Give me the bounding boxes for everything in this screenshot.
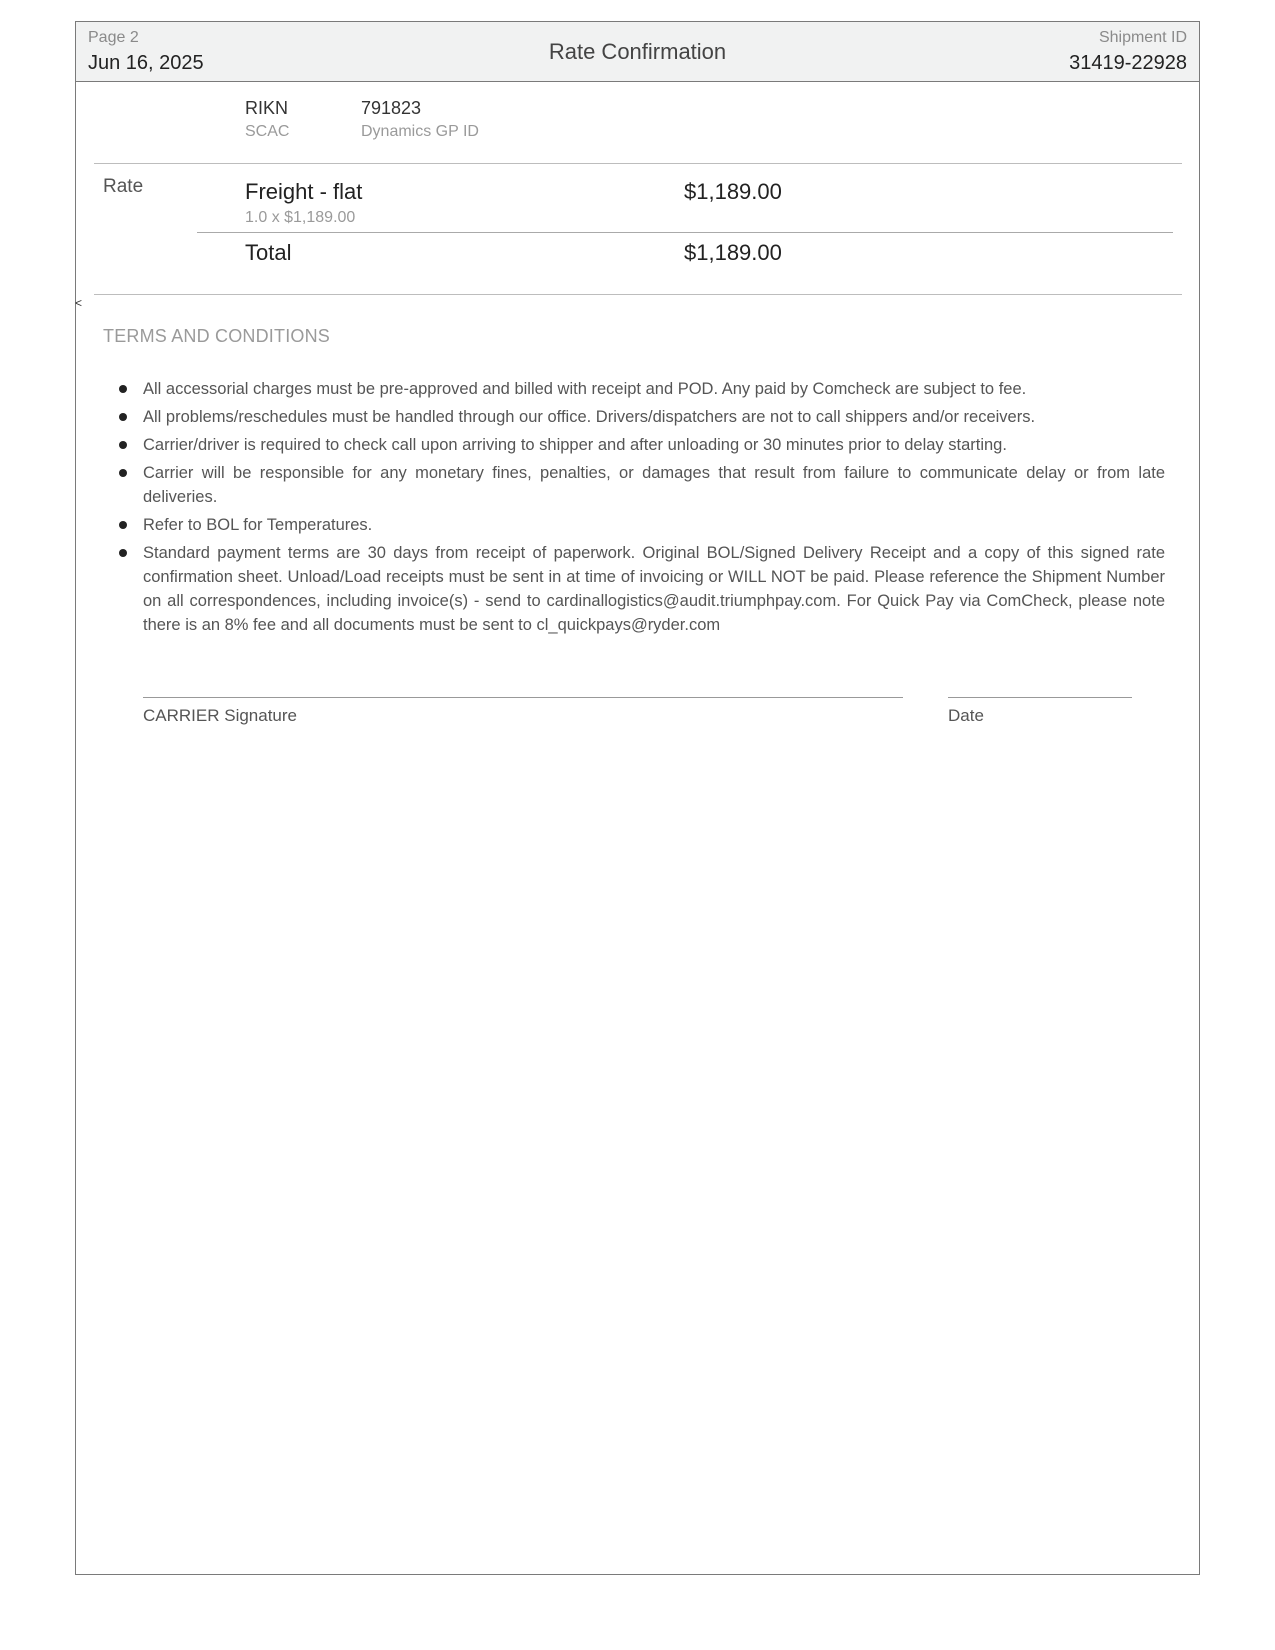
shipment-id-label: Shipment ID bbox=[1098, 29, 1187, 46]
dynamics-gp-id-label: Dynamics GP ID bbox=[361, 123, 479, 140]
carrier-signature-line[interactable] bbox=[143, 697, 903, 698]
terms-item bbox=[143, 461, 1165, 509]
terms-item bbox=[143, 513, 1165, 537]
terms-item bbox=[143, 405, 1165, 429]
rate-total-label: Total bbox=[245, 240, 292, 265]
carrier-signature-label: CARRIER Signature bbox=[143, 706, 298, 725]
document-date: Jun 16, 2025 bbox=[88, 52, 204, 74]
section-divider bbox=[94, 294, 1182, 295]
terms-item-text: All accessorial charges must be pre-approved and billed with receipt and POD. Any paid by Comcheck are subject to fee. bbox=[143, 380, 1027, 398]
signature-date-line[interactable] bbox=[948, 697, 1132, 698]
terms-item-text: Carrier/driver is required to check call upon arriving to shipper and after unloading or 30 minutes prior to delay starting. bbox=[143, 436, 1007, 454]
page-header bbox=[76, 22, 1199, 82]
terms-item bbox=[143, 377, 1165, 401]
terms-heading: TERMS AND CONDITIONS bbox=[103, 326, 331, 346]
shipment-id-value: 31419-22928 bbox=[1069, 52, 1187, 74]
terms-item-text: Standard payment terms are 30 days from receipt of paperwork. Original BOL/Signed Delivery Receipt and a copy of this signed rate confirmation sheet. Unload/Load receipts must be sent in at time of invoicing or WILL NOT be paid. Please reference the Shipment Number on all correspondences, including invoice(s) - send to cardinallogistics@audit.triumphpay.com. For Quick Pay via ComCheck, please note there is an 8% fee and all documents must be sent to cl_quickpays@ryder.com bbox=[143, 544, 1165, 634]
total-divider bbox=[197, 232, 1173, 233]
scac-value: RIKN bbox=[245, 98, 289, 118]
scac-label: SCAC bbox=[245, 123, 290, 140]
section-divider bbox=[94, 163, 1182, 164]
signature-date-label: Date bbox=[948, 706, 984, 725]
page-frame bbox=[75, 21, 1200, 1575]
terms-list bbox=[143, 377, 1165, 641]
page-title: Rate Confirmation bbox=[548, 39, 727, 64]
caret-mark: < bbox=[75, 296, 83, 310]
rate-section-label: Rate bbox=[103, 176, 144, 197]
bullet-icon bbox=[119, 521, 127, 529]
rate-line-description: Freight - flat bbox=[245, 179, 363, 204]
terms-item bbox=[143, 541, 1165, 637]
bullet-icon bbox=[119, 441, 127, 449]
bullet-icon bbox=[119, 469, 127, 477]
bullet-icon bbox=[119, 413, 127, 421]
bullet-icon bbox=[119, 385, 127, 393]
terms-item-text: Refer to BOL for Temperatures. bbox=[143, 516, 373, 534]
terms-item-text: All problems/reschedules must be handled through our office. Drivers/dispatchers are not to call shippers and/or receivers. bbox=[143, 408, 1036, 426]
rate-line-amount: $1,189.00 bbox=[684, 179, 782, 204]
bullet-icon bbox=[119, 549, 127, 557]
dynamics-gp-id-value: 791823 bbox=[361, 98, 422, 118]
rate-line-calculation: 1.0 x $1,189.00 bbox=[245, 209, 356, 226]
rate-total-amount: $1,189.00 bbox=[684, 240, 782, 265]
page-number: Page 2 bbox=[88, 29, 139, 46]
terms-item-text: Carrier will be responsible for any monetary fines, penalties, or damages that result from failure to communicate delay or from late deliveries. bbox=[143, 464, 1165, 506]
terms-item bbox=[143, 433, 1165, 457]
